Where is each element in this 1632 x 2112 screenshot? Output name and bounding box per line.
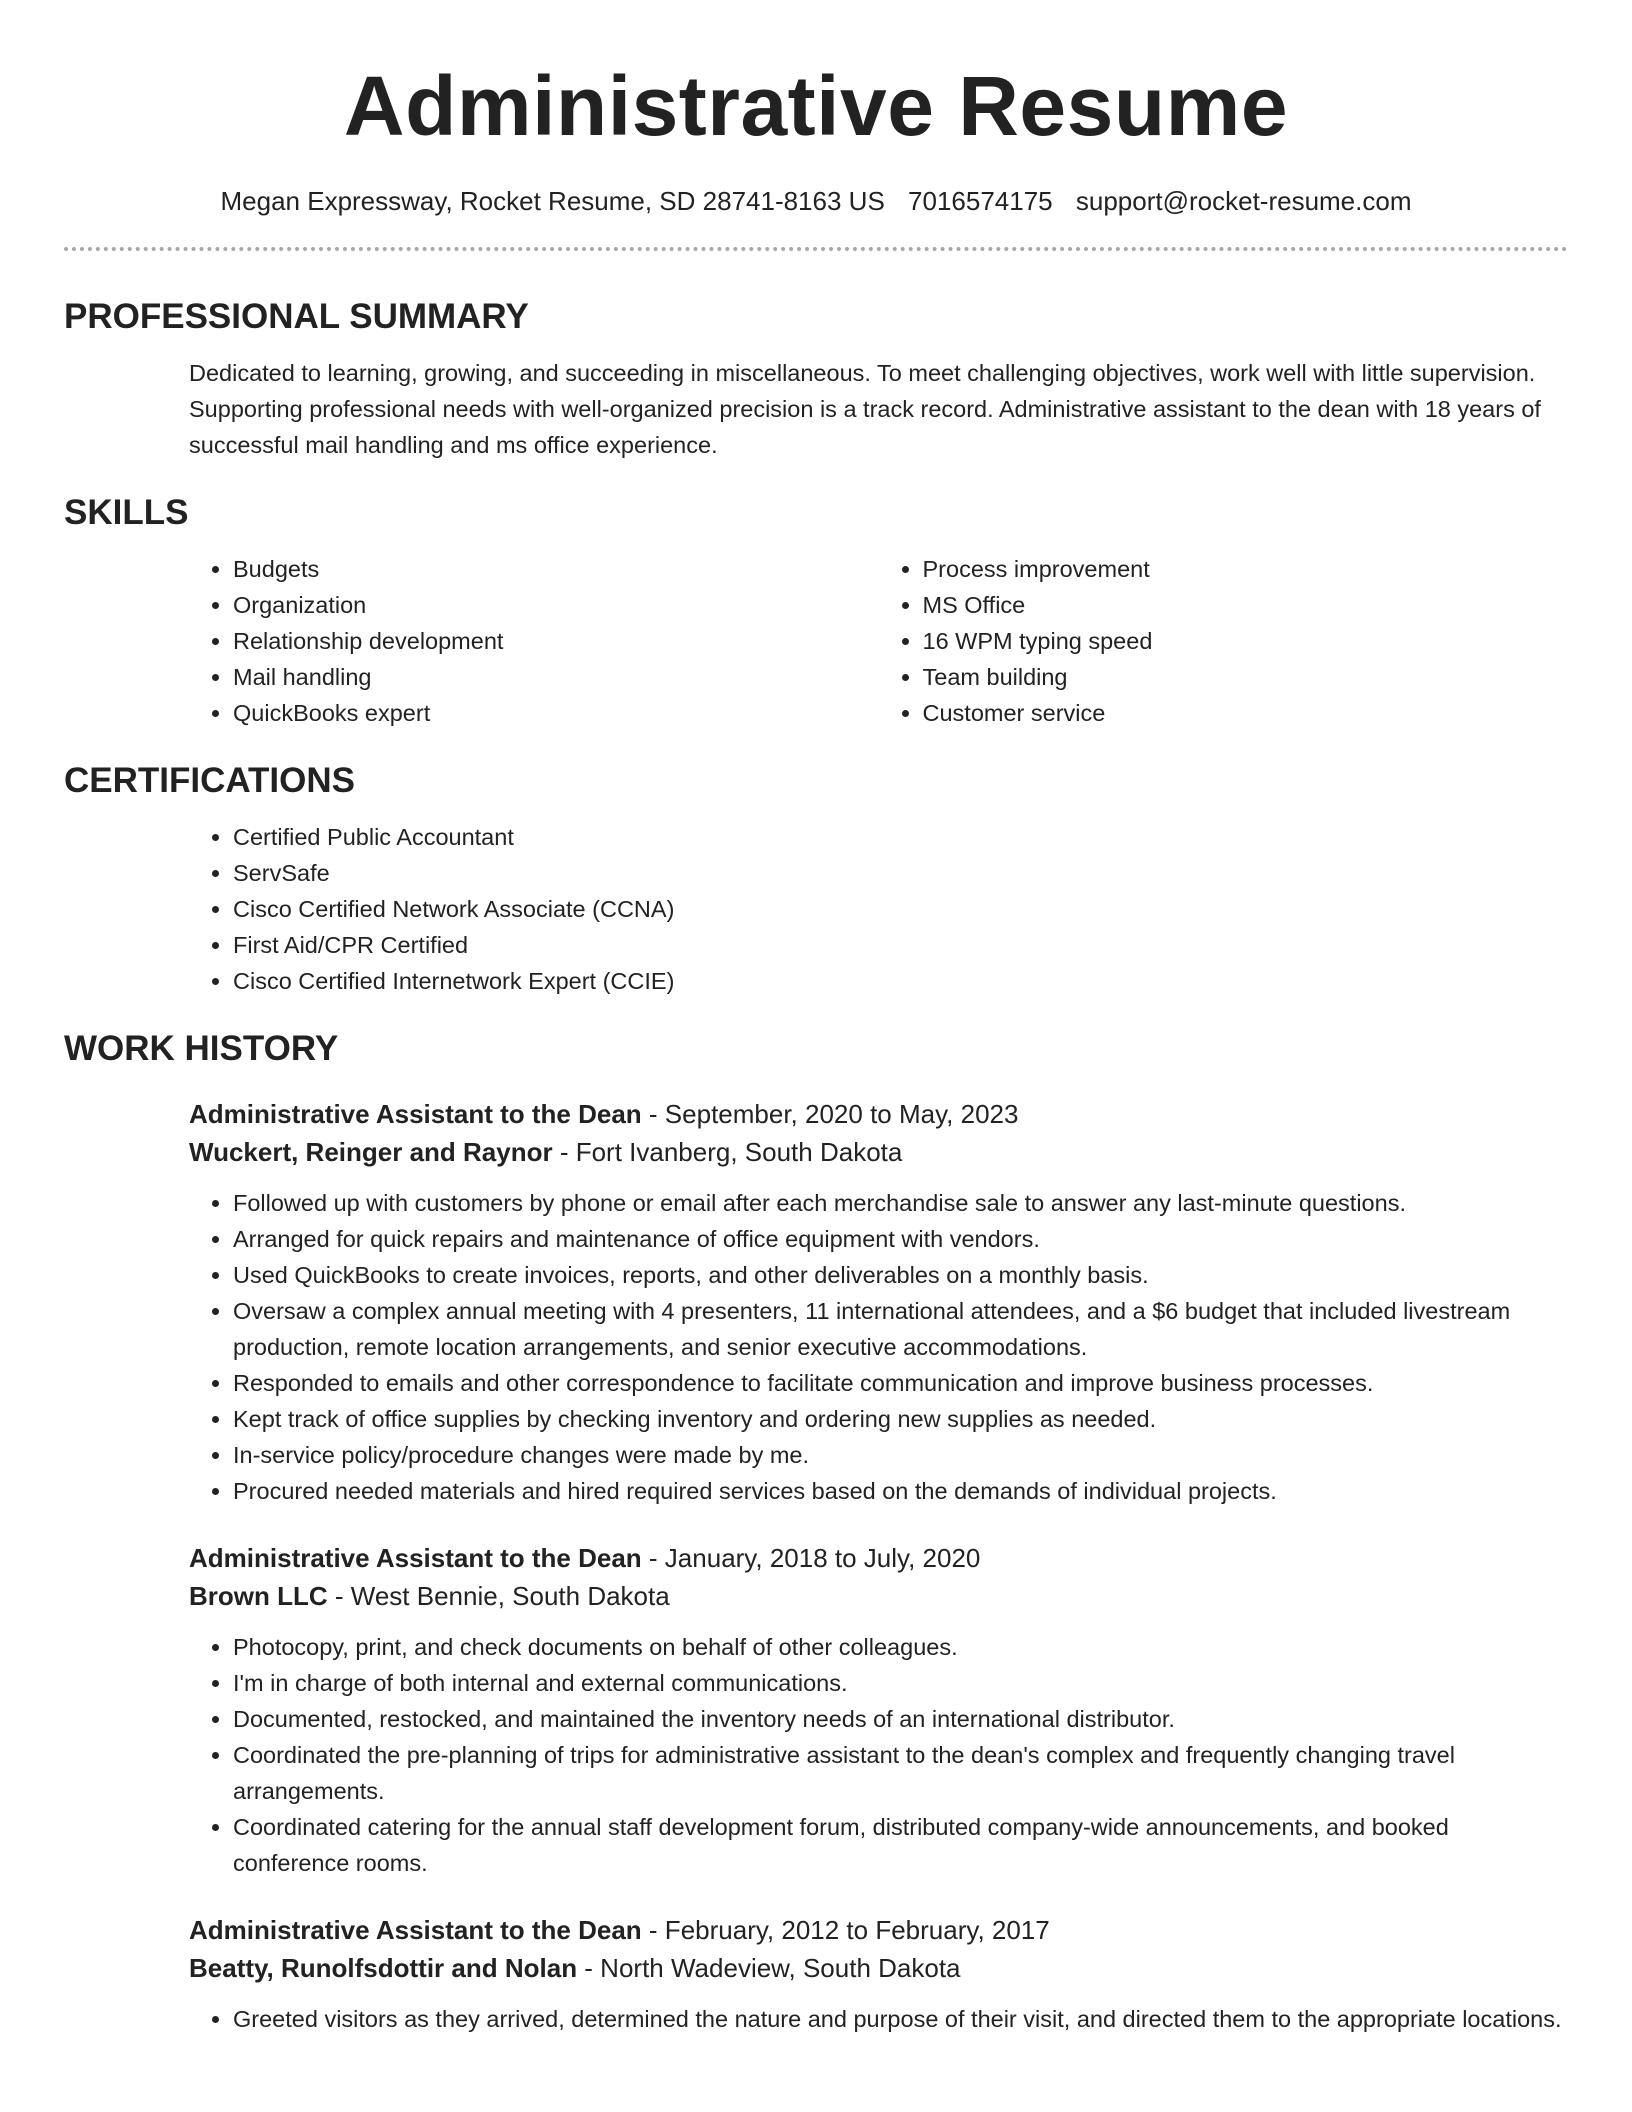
job-company-line <box>189 1133 1568 1171</box>
job-company: Brown LLC <box>189 1581 328 1611</box>
job-duty: • Greeted visitors as they arrived, determined the nature and purpose of their visit, and directed them to the appropriate locations. <box>233 2001 1568 2037</box>
skill-item: • Budgets <box>233 551 879 587</box>
job-title-line <box>189 1095 1568 1133</box>
job-duty: • Procured needed materials and hired required services based on the demands of individual projects. <box>233 1473 1568 1509</box>
skills-grid <box>189 551 1568 731</box>
job-duty: • Documented, restocked, and maintained the inventory needs of an international distributor. <box>233 1701 1568 1737</box>
skill-item: • 16 WPM typing speed <box>923 623 1569 659</box>
job-duty: • Arranged for quick repairs and maintenance of office equipment with vendors. <box>233 1221 1568 1257</box>
certification-item: • ServSafe <box>233 855 1568 891</box>
job-title: Administrative Assistant to the Dean <box>189 1543 642 1573</box>
certification-item: • First Aid/CPR Certified <box>233 927 1568 963</box>
job-title: Administrative Assistant to the Dean <box>189 1915 642 1945</box>
job-duties-list <box>189 1629 1568 1881</box>
job-duty: • Followed up with customers by phone or email after each merchandise sale to answer any last-minute questions. <box>233 1185 1568 1221</box>
job-entry <box>189 1095 1568 1509</box>
work-history-heading: WORK HISTORY <box>64 1029 339 1068</box>
skill-item: • Customer service <box>923 695 1569 731</box>
skill-item: • QuickBooks expert <box>233 695 879 731</box>
job-title-line <box>189 1539 1568 1577</box>
skill-item: • Relationship development <box>233 623 879 659</box>
certification-item: • Cisco Certified Network Associate (CCNA) <box>233 891 1568 927</box>
job-dates: - January, 2018 to July, 2020 <box>641 1543 981 1573</box>
job-dates: - September, 2020 to May, 2023 <box>641 1099 1019 1129</box>
job-title: Administrative Assistant to the Dean <box>189 1099 642 1129</box>
job-company: Beatty, Runolfsdottir and Nolan <box>189 1953 578 1983</box>
contact-phone: 7016574175 <box>908 186 1053 216</box>
skill-item: • Process improvement <box>923 551 1569 587</box>
job-company-line <box>189 1949 1568 1987</box>
job-duty: • In-service policy/procedure changes were made by me. <box>233 1437 1568 1473</box>
contact-address: Megan Expressway, Rocket Resume, SD 28741-8163 US <box>220 186 885 216</box>
certifications-heading: CERTIFICATIONS <box>64 761 356 800</box>
job-duty: • Responded to emails and other correspondence to facilitate communication and improve business processes. <box>233 1365 1568 1401</box>
job-location: - West Bennie, South Dakota <box>327 1581 670 1611</box>
skill-item: • Team building <box>923 659 1569 695</box>
skills-heading: SKILLS <box>64 493 189 532</box>
certifications-list <box>189 819 1568 999</box>
work-history-section <box>64 1027 1568 2037</box>
certifications-body <box>189 819 1568 999</box>
job-duty: • I'm in charge of both internal and external communications. <box>233 1665 1568 1701</box>
job-duty: • Oversaw a complex annual meeting with 4 presenters, 11 international attendees, and a $6 budget that included livestream production, remote location arrangements, and senior executive accommodations. <box>233 1293 1568 1365</box>
skills-right-list <box>879 551 1569 731</box>
job-company: Wuckert, Reinger and Raynor <box>189 1137 553 1167</box>
header-divider <box>64 247 1568 251</box>
summary-text: Dedicated to learning, growing, and succeeding in miscellaneous. To meet challenging objectives, work well with little supervision. Supporting professional needs with well-organized precision is a track record. Administrative assistant to the dean with 18 years of successful mail handling and ms office experience. <box>189 360 1541 458</box>
job-duties-list <box>189 1185 1568 1509</box>
summary-body <box>189 355 1568 463</box>
job-dates: - February, 2012 to February, 2017 <box>641 1915 1050 1945</box>
certifications-section <box>64 759 1568 999</box>
job-entry <box>189 1539 1568 1881</box>
certification-item: • Certified Public Accountant <box>233 819 1568 855</box>
skill-item: • Organization <box>233 587 879 623</box>
job-company-line <box>189 1577 1568 1615</box>
skills-section <box>64 491 1568 731</box>
contact-line <box>64 184 1568 218</box>
job-duty: • Photocopy, print, and check documents on behalf of other colleagues. <box>233 1629 1568 1665</box>
job-duty: • Coordinated the pre-planning of trips for administrative assistant to the dean's complex and frequently changing travel arrangements. <box>233 1737 1568 1809</box>
job-duty: • Coordinated catering for the annual staff development forum, distributed company-wide announcements, and booked conference rooms. <box>233 1809 1568 1881</box>
certification-item: • Cisco Certified Internetwork Expert (CCIE) <box>233 963 1568 999</box>
job-duties-list <box>189 2001 1568 2037</box>
skill-item: • Mail handling <box>233 659 879 695</box>
skills-left-list <box>189 551 879 731</box>
summary-section <box>64 295 1568 463</box>
skill-item: • MS Office <box>923 587 1569 623</box>
job-duty: • Kept track of office supplies by checking inventory and ordering new supplies as needed. <box>233 1401 1568 1437</box>
job-location: - North Wadeview, South Dakota <box>577 1953 961 1983</box>
job-duty: • Used QuickBooks to create invoices, reports, and other deliverables on a monthly basis. <box>233 1257 1568 1293</box>
summary-heading: PROFESSIONAL SUMMARY <box>64 297 529 336</box>
job-location: - Fort Ivanberg, South Dakota <box>552 1137 903 1167</box>
job-title-line <box>189 1911 1568 1949</box>
work-history-body <box>189 1095 1568 2037</box>
resume-title: Administrative Resume <box>343 59 1289 153</box>
job-entry <box>189 1911 1568 2037</box>
contact-email: support@rocket-resume.com <box>1075 186 1412 216</box>
